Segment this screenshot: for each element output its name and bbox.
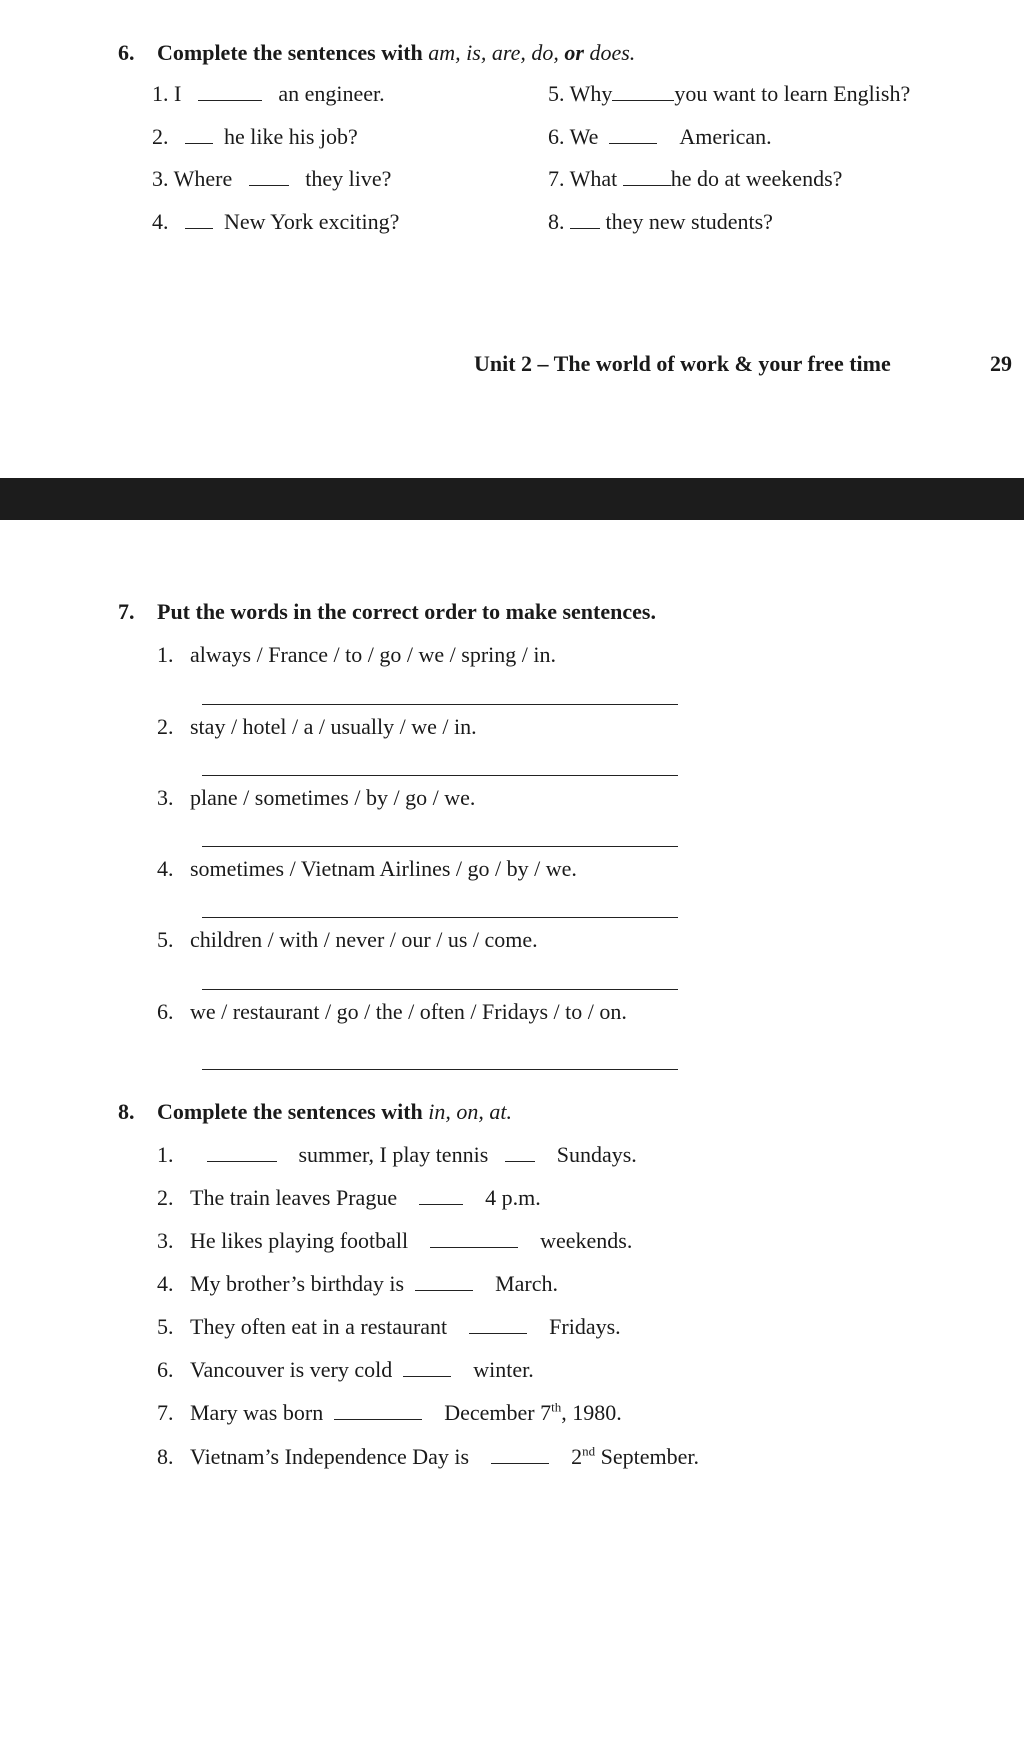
ex8-blank-5[interactable] (469, 1332, 527, 1334)
ex8-item-8-post: September. (595, 1444, 699, 1469)
ex8-item-3-num: 3. (157, 1228, 174, 1253)
ex6-item-7-text: he do at weekends? (670, 166, 843, 191)
ex8-item-8-sup: nd (582, 1443, 596, 1459)
ex8-item-7-sup: th (551, 1399, 562, 1415)
ex8-blank-4[interactable] (415, 1289, 473, 1291)
ex6-blank-7[interactable] (623, 184, 671, 186)
ex6-item-1-num: 1. I (152, 81, 182, 106)
ex8-item-2-num: 2. (157, 1185, 174, 1210)
ex6-item-4 (152, 211, 399, 233)
ex8-item-6-num: 6. (157, 1357, 174, 1382)
ex7-item-2-text: stay / hotel / a / usually / we / in. (190, 714, 477, 739)
ex8-item-4-text: My brother’s birthday is (190, 1271, 405, 1296)
ex7-item-6 (157, 1001, 627, 1023)
ex6-blank-1[interactable] (198, 99, 262, 101)
ex6-title-or: or (564, 40, 584, 65)
ex7-answer-line-5[interactable] (202, 989, 678, 990)
ex6-item-6 (548, 126, 772, 148)
page-number: 29 (990, 351, 1012, 376)
ex6-blank-8[interactable] (570, 227, 600, 229)
ex7-item-1 (157, 644, 556, 666)
ex8-item-4-num: 4. (157, 1271, 174, 1296)
ex8-item-6 (157, 1359, 534, 1381)
ex8-blank-6[interactable] (403, 1375, 451, 1377)
ex7-answer-line-2[interactable] (202, 775, 678, 776)
ex7-answer-line-4[interactable] (202, 917, 678, 918)
ex8-item-5-end: Fridays. (549, 1314, 621, 1339)
ex6-item-4-text: New York exciting? (224, 209, 400, 234)
ex7-answer-line-6[interactable] (202, 1069, 678, 1070)
ex6-item-5 (548, 83, 910, 105)
ex8-blank-7[interactable] (334, 1418, 422, 1420)
ex6-blank-6[interactable] (609, 142, 657, 144)
ex8-item-7-text: Mary was born (190, 1400, 324, 1425)
unit-title: Unit 2 – The world of work & your free time (474, 351, 891, 376)
ex8-item-7-num: 7. (157, 1400, 174, 1425)
ex7-item-2 (157, 716, 477, 738)
ex8-item-2-text: The train leaves Prague (190, 1185, 398, 1210)
ex8-item-5 (157, 1316, 621, 1338)
ex6-item-6-num: 6. We (548, 124, 599, 149)
ex7-item-2-num: 2. (157, 714, 174, 739)
ex6-item-8-num: 8. (548, 209, 565, 234)
ex6-item-7 (548, 168, 842, 190)
ex7-item-3 (157, 787, 475, 809)
ex7-title: Put the words in the correct order to make sentences. (157, 599, 656, 624)
ex8-blank-2[interactable] (419, 1203, 463, 1205)
ex8-item-8 (157, 1443, 699, 1469)
ex6-blank-3[interactable] (249, 184, 289, 186)
ex6-item-2-text: he like his job? (224, 124, 358, 149)
ex8-item-3 (157, 1230, 632, 1252)
ex8-item-1-num: 1. (157, 1142, 174, 1167)
ex7-item-4-text: sometimes / Vietnam Airlines / go / by / we. (190, 856, 577, 881)
ex6-item-6-text: American. (679, 124, 772, 149)
ex6-item-3-text: they live? (305, 166, 392, 191)
ex6-item-4-num: 4. (152, 209, 169, 234)
ex8-blank-3[interactable] (430, 1246, 518, 1248)
ex7-item-4 (157, 858, 577, 880)
ex8-blank-1a[interactable] (207, 1160, 277, 1162)
ex6-item-7-num: 7. What (548, 166, 618, 191)
ex7-number: 7. (118, 599, 135, 624)
ex7-answer-line-1[interactable] (202, 704, 678, 705)
ex8-item-7-end: December 7 (444, 1400, 552, 1425)
ex7-item-5-num: 5. (157, 927, 174, 952)
ex6-title-words: am, is, are, do, (428, 40, 565, 65)
ex8-item-6-text: Vancouver is very cold (190, 1357, 393, 1382)
ex6-item-3-num: 3. Where (152, 166, 233, 191)
ex8-item-3-text: He likes playing football (190, 1228, 409, 1253)
ex8-title (157, 1101, 512, 1123)
ex8-item-8-end: 2 (571, 1444, 583, 1469)
ex6-blank-2[interactable] (185, 142, 213, 144)
ex8-title-prefix: Complete the sentences with (157, 1099, 429, 1124)
ex6-title-last: does. (583, 40, 636, 65)
ex8-item-1-text: summer, I play tennis (298, 1142, 489, 1167)
ex8-blank-1b[interactable] (505, 1160, 535, 1162)
page-divider-band (0, 478, 1024, 520)
ex6-item-2 (152, 126, 358, 148)
ex6-item-2-num: 2. (152, 124, 169, 149)
ex6-title-prefix: Complete the sentences with (157, 40, 429, 65)
ex6-item-3 (152, 168, 391, 190)
ex8-item-1 (157, 1144, 637, 1166)
ex8-item-6-end: winter. (473, 1357, 534, 1382)
ex7-item-1-text: always / France / to / go / we / spring / in. (190, 642, 556, 667)
ex8-item-7-post: , 1980. (561, 1400, 622, 1425)
ex8-item-1-end: Sundays. (556, 1142, 637, 1167)
ex7-answer-line-3[interactable] (202, 846, 678, 847)
ex7-item-5-text: children / with / never / our / us / come. (190, 927, 538, 952)
ex6-item-1 (152, 83, 385, 105)
ex6-blank-5[interactable] (612, 99, 674, 101)
ex6-blank-4[interactable] (185, 227, 213, 229)
ex8-item-4 (157, 1273, 558, 1295)
ex8-item-2 (157, 1187, 541, 1209)
ex7-item-3-num: 3. (157, 785, 174, 810)
ex8-item-5-text: They often eat in a restaurant (190, 1314, 448, 1339)
ex8-item-3-end: weekends. (540, 1228, 633, 1253)
ex8-item-8-text: Vietnam’s Independence Day is (190, 1444, 470, 1469)
ex6-item-8 (548, 211, 773, 233)
ex7-item-5 (157, 929, 538, 951)
ex7-item-3-text: plane / sometimes / by / go / we. (190, 785, 476, 810)
ex8-item-7 (157, 1399, 622, 1425)
ex8-item-5-num: 5. (157, 1314, 174, 1339)
ex7-item-6-text: we / restaurant / go / the / often / Fridays / to / on. (190, 999, 627, 1024)
ex8-item-2-end: 4 p.m. (485, 1185, 541, 1210)
ex6-number: 6. (118, 40, 135, 65)
ex6-title (157, 42, 635, 64)
ex6-item-1-text: an engineer. (278, 81, 385, 106)
ex8-title-words: in, on, at. (428, 1099, 513, 1124)
ex6-item-8-text: they new students? (605, 209, 773, 234)
ex8-number: 8. (118, 1099, 135, 1124)
ex6-item-5-text: you want to learn English? (674, 81, 911, 106)
ex7-item-1-num: 1. (157, 642, 174, 667)
ex6-item-5-num: 5. Why (548, 81, 613, 106)
ex8-item-4-end: March. (495, 1271, 558, 1296)
ex8-item-8-num: 8. (157, 1444, 174, 1469)
ex7-item-6-num: 6. (157, 999, 174, 1024)
ex8-blank-8[interactable] (491, 1462, 549, 1464)
ex7-item-4-num: 4. (157, 856, 174, 881)
